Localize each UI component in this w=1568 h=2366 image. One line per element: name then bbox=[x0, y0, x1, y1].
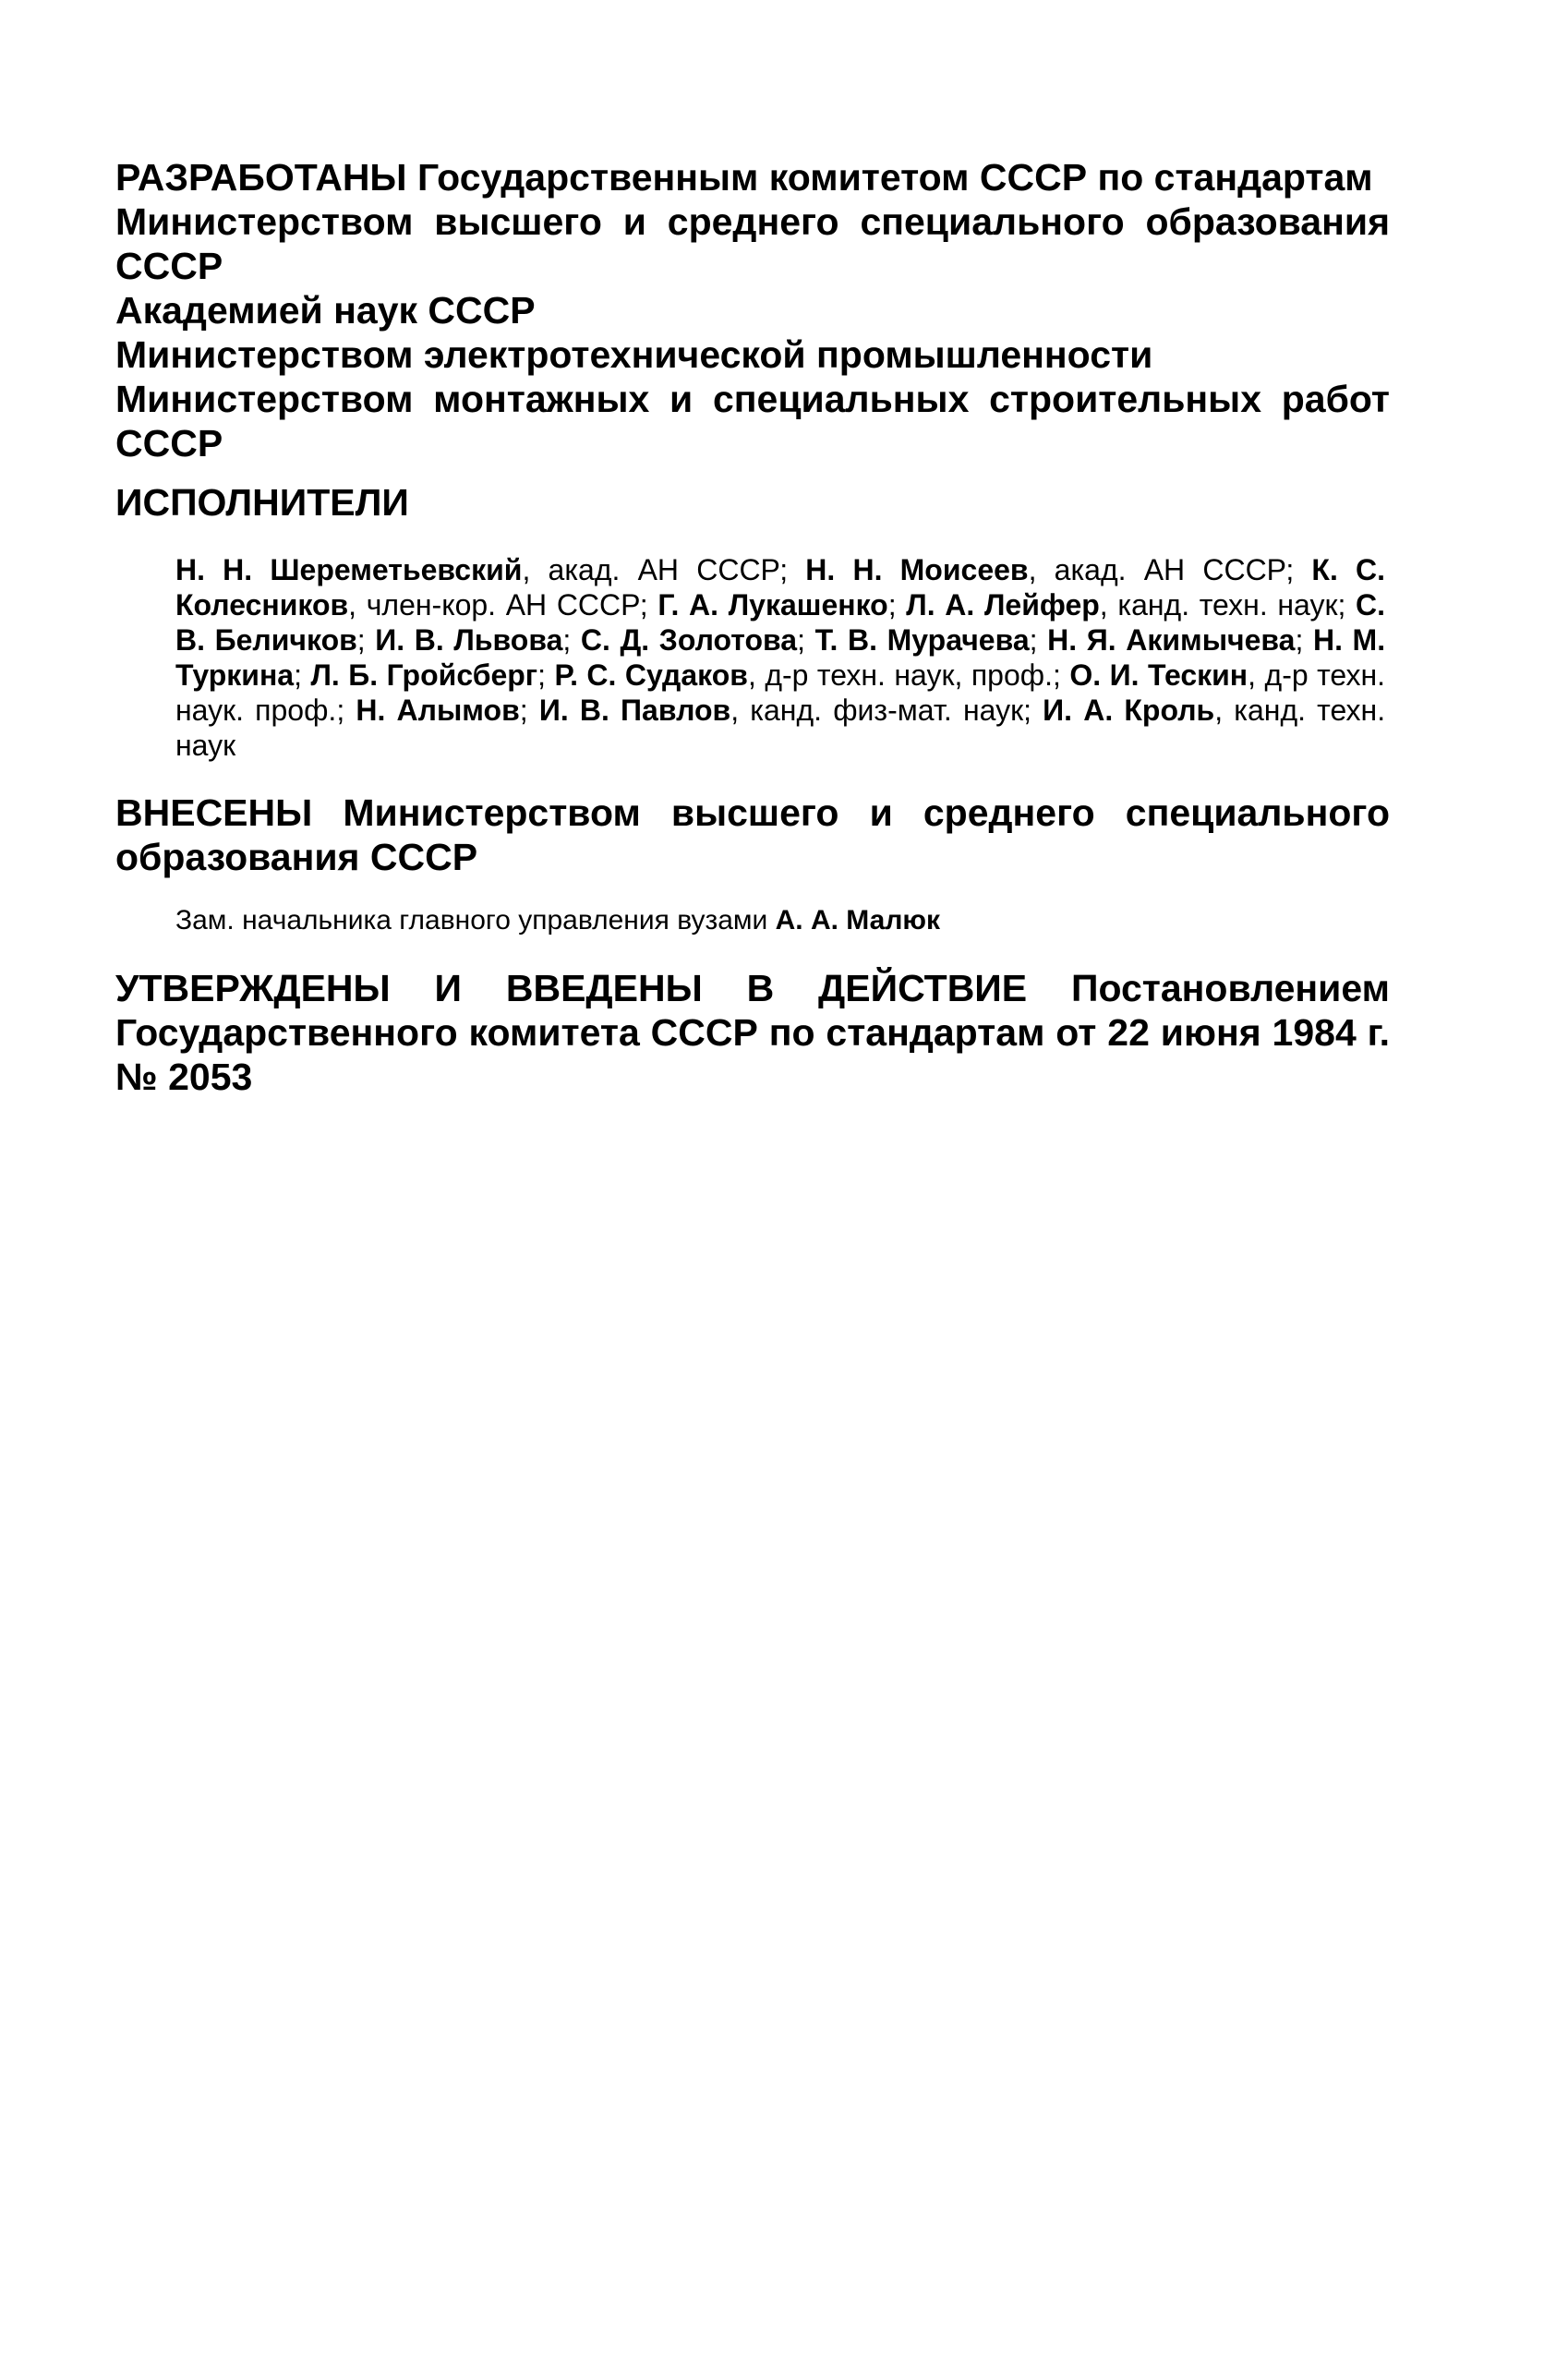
performer-name: Н. Н. Моисеев bbox=[805, 553, 1029, 586]
performer-name: Л. Б. Гройсберг bbox=[310, 658, 538, 692]
performer-title: канд. техн. наук bbox=[1117, 588, 1338, 622]
performer-name: И. В. Львова bbox=[375, 623, 563, 657]
performer-title: канд. техн. наук bbox=[175, 694, 1386, 762]
performer-name: Р. С. Судаков bbox=[554, 658, 748, 692]
performer-name: И. В. Павлов bbox=[538, 694, 731, 727]
developed-org: Министерством монтажных и специальных строительных работ СССР bbox=[115, 378, 1390, 465]
approved-lead: УТВЕРЖДЕНЫ И ВВЕДЕНЫ В ДЕЙСТВИЕ bbox=[115, 967, 1028, 1009]
performer-name: К. С. Колесников bbox=[175, 553, 1386, 622]
developed-section bbox=[115, 155, 1390, 465]
submitted-org: Министерством высшего и среднего специального образования СССР bbox=[115, 791, 1390, 878]
approved-text: Постановлением Государственного комитета СССР по стандартам от 22 июня 1984 г. № 2053 bbox=[115, 967, 1390, 1098]
developed-lead: РАЗРАБОТАНЫ bbox=[115, 156, 407, 199]
performer-name: Л. А. Лейфер bbox=[906, 588, 1100, 622]
performer-name: Н. Н. Шереметьевский bbox=[175, 553, 523, 586]
deputy-name: А. А. Малюк bbox=[775, 905, 941, 936]
deputy-role: Зам. начальника главного управления вузами bbox=[175, 905, 768, 936]
performer-name: Н. Я. Акимычева bbox=[1047, 623, 1296, 657]
performer-title: канд. физ-мат. наук bbox=[750, 694, 1024, 727]
performer-name: С. В. Беличков bbox=[175, 588, 1386, 657]
performer-title: д-р техн. наук. проф. bbox=[175, 658, 1386, 727]
performers-heading: ИСПОЛНИТЕЛИ bbox=[115, 481, 409, 524]
performer-name: Т. В. Мурачева bbox=[814, 623, 1030, 657]
developed-org: Министерством высшего и среднего специального образования СССР bbox=[115, 200, 1390, 287]
approved-section bbox=[115, 966, 1390, 1099]
performer-title: д-р техн. наук, проф. bbox=[765, 658, 1053, 692]
performer-name: И. А. Кроль bbox=[1043, 694, 1215, 727]
performer-name: Г. А. Лукашенко bbox=[657, 588, 888, 622]
developed-org: Академией наук СССР bbox=[115, 289, 536, 332]
performer-name: Н. М. Туркина bbox=[175, 623, 1386, 692]
submitted-section bbox=[115, 791, 1390, 879]
submitted-lead: ВНЕСЕНЫ bbox=[115, 791, 313, 834]
performer-name: С. Д. Золотова bbox=[580, 623, 798, 657]
performer-name: Н. Алымов bbox=[356, 694, 520, 727]
performer-name: О. И. Тескин bbox=[1069, 658, 1248, 692]
performer-title: член-кор. АН СССР bbox=[366, 588, 640, 622]
performer-title: акад. АН СССР bbox=[548, 553, 780, 586]
deputy-line bbox=[175, 903, 1385, 938]
performer-title: акад. АН СССР bbox=[1054, 553, 1286, 586]
developed-org: Государственным комитетом СССР по стандартам bbox=[416, 156, 1373, 199]
developed-org: Министерством электротехнической промышленности bbox=[115, 333, 1153, 376]
performers-list: Н. Н. Шереметьевский, акад. АН СССР; Н. Н. Моисеев, акад. АН СССР; К. С. Колесников, член-кор. АН СССР; Г. А. Лукашенко; Л. А. Лейфер, канд. техн. наук; С. В. Беличков; И. В. Львова; С. Д. Золотова; Т. В. Мурачева; Н. Я. Акимычева; Н. М. Туркина; Л. Б. Гройсберг; Р. С. Судаков, д-р техн. наук, проф.; О. И. Тескин, д-р техн. наук. проф.; Н. Алымов; И. В. Павлов, канд. физ-мат. наук; И. А. Кроль, канд. техн. наук bbox=[175, 553, 1386, 762]
